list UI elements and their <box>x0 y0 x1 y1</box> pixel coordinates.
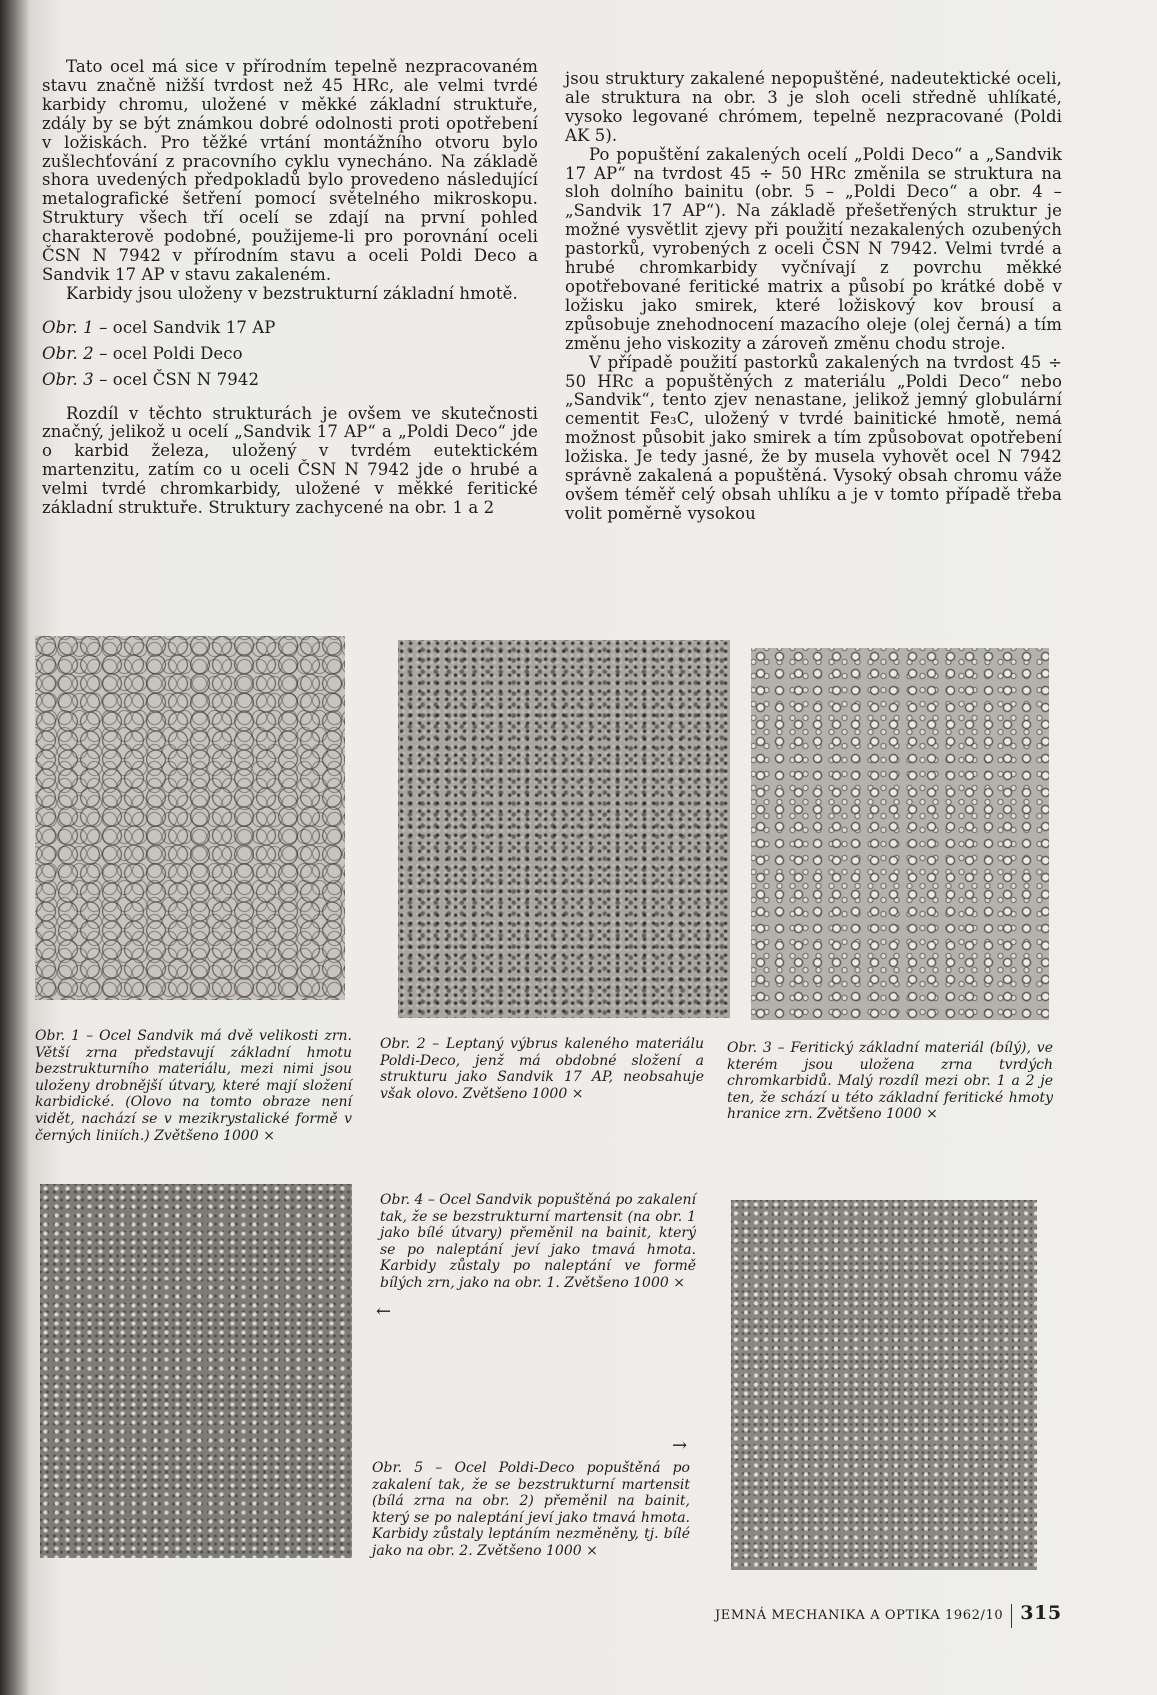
figure-ref: Obr. 1 <box>42 317 94 337</box>
left-text-column <box>42 58 538 518</box>
figure-desc: – ocel Sandvik 17 AP <box>93 317 276 337</box>
caption-fig-3-text: Obr. 3 – Feritický základní materiál (bílý), ve kterém jsou uložena zrna tvrdých chromkarbidů. Malý rozdíl mezi obr. 1 a 2 je ten, že schází u této základní feritické hmoty hranice zrn. Zvětšeno 1000 × <box>727 1040 1053 1123</box>
caption-fig-2-text: Obr. 2 – Leptaný výbrus kaleného materiálu Poldi-Deco, jenž má obdobné složení a strukturu jako Sandvik 17 AP, neobsahuje však olovo. Zvětšeno 1000 × <box>380 1036 704 1102</box>
left-paragraph-3: Rozdíl v těchto strukturách je ovšem ve skutečnosti značný, jelikož u ocelí „Sandvik 17 AP“ a „Poldi Deco“ jde o karbid železa, uložený v tvrdém eutektickém martenzitu, zatím co u oceli ČSN N 7942 jde o hrubé a velmi tvrdé chromkarbidy, uložené v měkké feritické základní struktuře. Struktury zachycené na obr. 1 a 2 <box>42 403 538 518</box>
figure-list-item-3 <box>42 371 538 390</box>
caption-fig-4 <box>380 1192 696 1292</box>
micrograph-4 <box>40 1184 352 1558</box>
caption-fig-5 <box>372 1460 690 1560</box>
caption-fig-4-text: Obr. 4 – Ocel Sandvik popuštěná po zakalení tak, že se bezstrukturní martensit (na obr. 1 jako bílé útvary) přeměnil na bainit, který se po naleptání jeví jako tmavá hmota. Karbidy zůstaly po naleptání ve formě bílých zrn, jako na obr. 1. Zvětšeno 1000 × <box>380 1192 696 1291</box>
arrow-right-icon: → <box>672 1435 688 1456</box>
micrograph-1 <box>35 636 345 1000</box>
figure-ref: Obr. 2 <box>42 343 94 363</box>
footer-divider <box>1011 1604 1012 1628</box>
figure-desc: – ocel ČSN N 7942 <box>93 369 260 389</box>
figure-desc: – ocel Poldi Deco <box>93 343 243 363</box>
arrow-left-icon: ← <box>376 1301 392 1322</box>
page-footer <box>715 1602 1062 1628</box>
right-paragraph-2: Po popuštění zakalených ocelí „Poldi Deco“ a „Sandvik 17 AP“ na tvrdost 45 ÷ 50 HRc změnila se struktura na sloh dolního bainitu (obr. 5 – „Poldi Deco“ a obr. 4 – „Sandvik 17 AP“). Na základě přešetřených struktur je možné vysvětlit zjevy při použití nezakalených ozubených pastorků, vyrobených z oceli ČSN N 7942. Velmi tvrdé a hrubé chromkarbidy vyčnívají z povrchu měkké opotřebované feritické matrix a působí po krátké době v ložisku jako smirek, které ložiskový kov brousí a způsobuje znehodnocení mazacího oleje (olej černá) a tím změnu jeho viskozity a zároveň změnu chodu stroje. <box>565 144 1062 353</box>
right-paragraph-3: V případě použití pastorků zakalených na tvrdost 45 ÷ 50 HRc a popuštěných z materiálu „Poldi Deco“ nebo „Sandvik“, tento zjev nenastane, jelikož jemný globulární cementit Fe₃C, uložený v tvrdé bainitické hmotě, nemá možnost působit jako smirek a tím způsobovat opotřebení ložiska. Je tedy jasné, že by musela vyhovět ocel N 7942 správně zakalená a popuštěná. Vysoký obsah chromu váže ovšem téměř celý obsah uhlíku a je v tomto případě třeba volit poměrně vysokou <box>565 352 1062 523</box>
page-number: 315 <box>1020 1602 1062 1624</box>
left-paragraph-1: Tato ocel má sice v přírodním tepelně nezpracovaném stavu značně nižší tvrdost než 45 HRc, ale velmi tvrdé karbidy chromu, uložené v měkké základní struktuře, zdály by se být známkou dobré odolnosti proti opotřebení v ložiskách. Pro těžké vrtání montážního otvoru bylo zušlechťování z pracovního cyklu vynecháno. Na základě shora uvedených předpokladů bylo provedeno následující metalografické šetření pomocí světelného mikroskopu. Struktury všech tří ocelí se zdají na první pohled charakterově podobné, použijeme-li pro porovnání oceli ČSN N 7942 v přírodním stavu a oceli Poldi Deco a Sandvik 17 AP v stavu zakaleném. <box>42 57 538 284</box>
micrograph-2 <box>398 640 730 1018</box>
figure-list-item-2 <box>42 345 538 364</box>
caption-fig-1-text: Obr. 1 – Ocel Sandvik má dvě velikosti zrn. Větší zrna představují základní hmotu bezstrukturního materiálu, mezi nimi jsou uloženy drobnější útvary, které mají složení karbidické. (Olovo na tomto obraze není vidět, nachází se v mezikrystalické formě v černých liniích.) Zvětšeno 1000 × <box>35 1028 352 1144</box>
caption-fig-3 <box>727 1040 1053 1123</box>
figure-list-item-1 <box>42 319 538 338</box>
left-paragraph-2: Karbidy jsou uloženy v bezstrukturní základní hmotě. <box>66 283 518 303</box>
micrograph-5 <box>731 1200 1037 1570</box>
right-paragraph-1: jsou struktury zakalené nepopuštěné, nadeutektické oceli, ale struktura na obr. 3 je sloh oceli středně uhlíkaté, vysoko legované chrómem, tepelně nezpracované (Poldi AK 5). <box>565 69 1062 145</box>
figure-ref: Obr. 3 <box>42 369 94 389</box>
micrograph-3 <box>751 648 1049 1020</box>
caption-fig-2 <box>380 1036 704 1102</box>
caption-fig-1 <box>35 1028 352 1144</box>
journal-name: JEMNÁ MECHANIKA A OPTIKA 1962/10 <box>715 1608 1004 1623</box>
right-text-column <box>565 70 1062 524</box>
caption-fig-5-text: Obr. 5 – Ocel Poldi-Deco popuštěná po zakalení tak, že se bezstrukturní martensit (bílá zrna na obr. 2) přeměnil na bainit, který se po naleptání jeví jako tmavá hmota. Karbidy zůstaly leptáním nezměněny, tj. bílé jako na obr. 2. Zvětšeno 1000 × <box>372 1460 690 1559</box>
